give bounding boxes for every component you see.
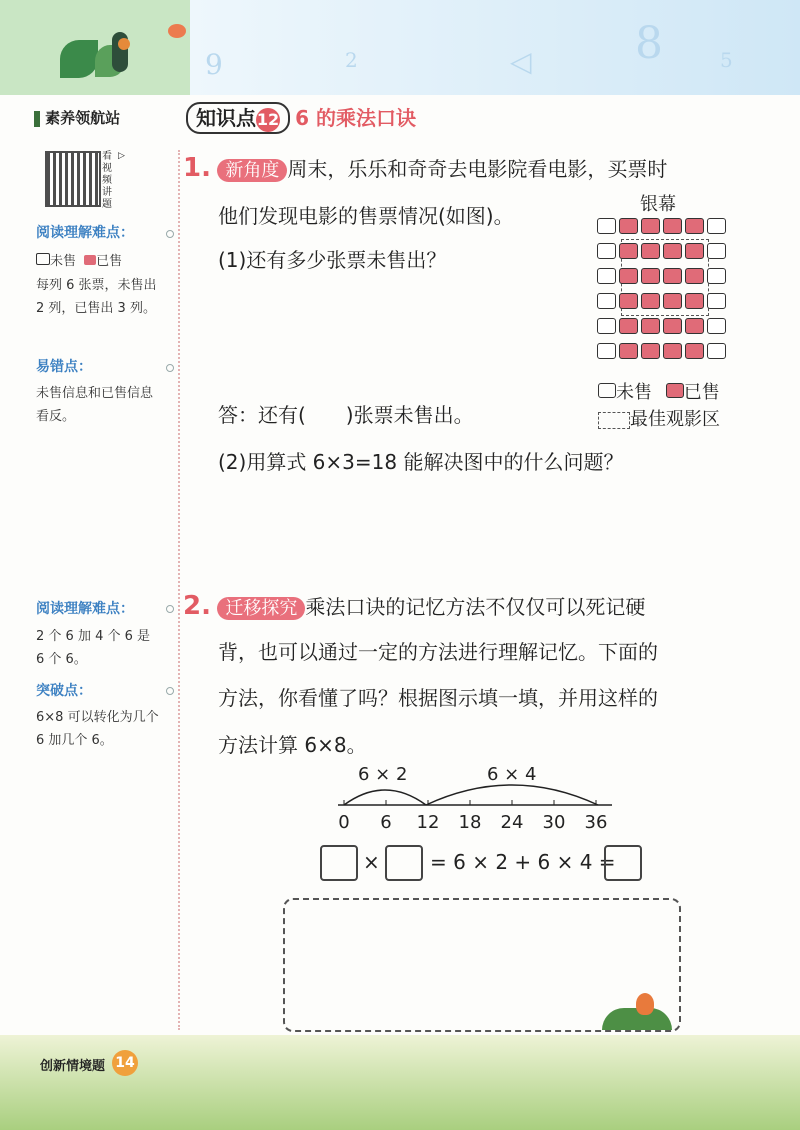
seat-sold [663,343,682,359]
seat-unsold [707,268,726,284]
q2-line2: 背，也可以通过一定的方法进行理解记忆。下面的 [218,640,658,664]
seat-sold [619,243,638,259]
q2-tag: 迁移探究 [217,597,305,620]
number-decoration: 8 [635,18,663,69]
seat-sold [663,318,682,334]
q1-legend-best: 最佳观影区 [598,405,720,431]
seat-sold [641,343,660,359]
answer-box-3[interactable] [604,845,642,881]
seat-sold [641,293,660,309]
leaf-decoration [60,40,98,78]
seat-unsold [707,293,726,309]
best-zone-icon [598,412,630,429]
seat-sold [619,218,638,234]
seat-unsold [597,218,616,234]
side-dot-icon [166,364,174,372]
header-right-panel [190,0,800,95]
shape-decoration: ◁ [510,45,532,78]
side-dot-icon [166,605,174,613]
seat-unsold [707,243,726,259]
qr-caption: 看视频讲题 [102,151,112,210]
seat-sold [619,268,638,284]
tick-labels [330,812,620,836]
header-left-panel [0,0,190,95]
seat-sold [619,343,638,359]
butterfly-icon [168,24,186,38]
seat-sold [685,243,704,259]
lighthouse-icon [34,111,40,127]
q2-line3: 方法，你看懂了吗？根据图示填一填，并用这样的 [218,686,658,710]
seat-unsold [707,218,726,234]
seat-sold [641,218,660,234]
seat-unsold [597,243,616,259]
arc-6x2 [344,790,426,805]
footer-label: 创新情境题 [40,1059,106,1074]
side2-heading2: 突破点： [36,683,92,699]
tick-label: 12 [416,812,440,833]
knowledge-title: 6 的乘法口诀 [295,106,416,130]
sidebar-divider [178,150,180,1030]
q1-answer: 答：还有( )张票未售出。 [218,403,474,427]
page-number: 14 [112,1050,138,1076]
times-sign: × [363,850,380,874]
answer-box-2[interactable] [385,845,423,881]
seat-sold [619,318,638,334]
knowledge-label: 知识点12 [186,102,290,134]
seat-sold [641,268,660,284]
answer-box-1[interactable] [320,845,358,881]
equation-text: = 6 × 2 + 6 × 4 = [430,850,616,874]
side-dot-icon [166,687,174,695]
q1-line1: 1. 新角度 周末，乐乐和奇奇去电影院看电影，买票时 [183,153,668,183]
sold-seat-icon [84,255,96,265]
seat-sold [663,243,682,259]
seat-unsold [597,293,616,309]
seat-sold [685,318,704,334]
q2-line4: 方法计算 6×8。 [218,733,367,757]
q1-sub2: (2)用算式 6×3=18 能解决图中的什么问题？ [218,450,624,474]
footer-band [0,1035,800,1130]
unsold-seat-icon [598,383,616,398]
tick-label: 18 [458,812,482,833]
seat-sold [685,343,704,359]
seat-unsold [597,268,616,284]
seat-unsold [597,318,616,334]
q1-legend: 未售 已售 [598,378,720,404]
side2-text: 2 个 6 加 4 个 6 是 6 个 6。 [36,629,151,667]
seat-sold [619,293,638,309]
seat-sold [641,318,660,334]
side1-heading: 阅读理解难点： [36,225,134,241]
seat-sold [663,268,682,284]
tick-label: 24 [500,812,524,833]
tick-label: 36 [584,812,608,833]
seat-unsold [707,318,726,334]
sold-seat-icon [666,383,684,398]
q1-line2: 他们发现电影的售票情况(如图)。 [218,204,514,228]
screen-label: 银幕 [640,194,676,215]
seat-sold [663,218,682,234]
q1-sub1: (1)还有多少张票未售出？ [218,248,447,272]
side1-heading2: 易错点： [36,359,92,375]
knowledge-number: 12 [256,108,280,132]
unsold-seat-icon [36,253,50,265]
side2-text2: 6×8 可以转化为几个 6 加几个 6。 [36,710,159,748]
number-decoration: 5 [720,48,733,72]
side-dot-icon [166,230,174,238]
number-decoration: 2 [345,48,358,72]
seat-sold [685,268,704,284]
q1-tag: 新角度 [217,159,287,182]
arc-label-1: 6 × 2 [358,764,408,785]
seat-sold [663,293,682,309]
tick-label: 30 [542,812,566,833]
seat-sold [685,218,704,234]
side1-text: 每列 6 张票，未售出 2 列，已售出 3 列。 [36,278,157,316]
seat-unsold [707,343,726,359]
side1-legend: 未售 已售 [36,250,161,273]
seat-grid [597,218,737,368]
flower-decoration [118,38,130,50]
tick-label: 6 [380,812,392,833]
arc-label-2: 6 × 4 [487,764,537,785]
q2-line1: 2. 迁移探究 乘法口诀的记忆方法不仅仅可以死记硬 [183,591,646,621]
play-icon[interactable]: ▷ [118,151,125,161]
seat-unsold [597,343,616,359]
fox-icon [636,993,654,1015]
qr-code[interactable] [45,151,101,207]
side1-text2: 未售信息和已售信息看反。 [36,386,154,424]
side2-heading: 阅读理解难点： [36,601,134,617]
number-decoration: 9 [205,48,223,81]
sidebar-title: 素养领航站 [34,107,120,128]
knowledge-header [186,102,416,132]
seat-sold [685,293,704,309]
tick-label: 0 [338,812,350,833]
seat-sold [641,243,660,259]
